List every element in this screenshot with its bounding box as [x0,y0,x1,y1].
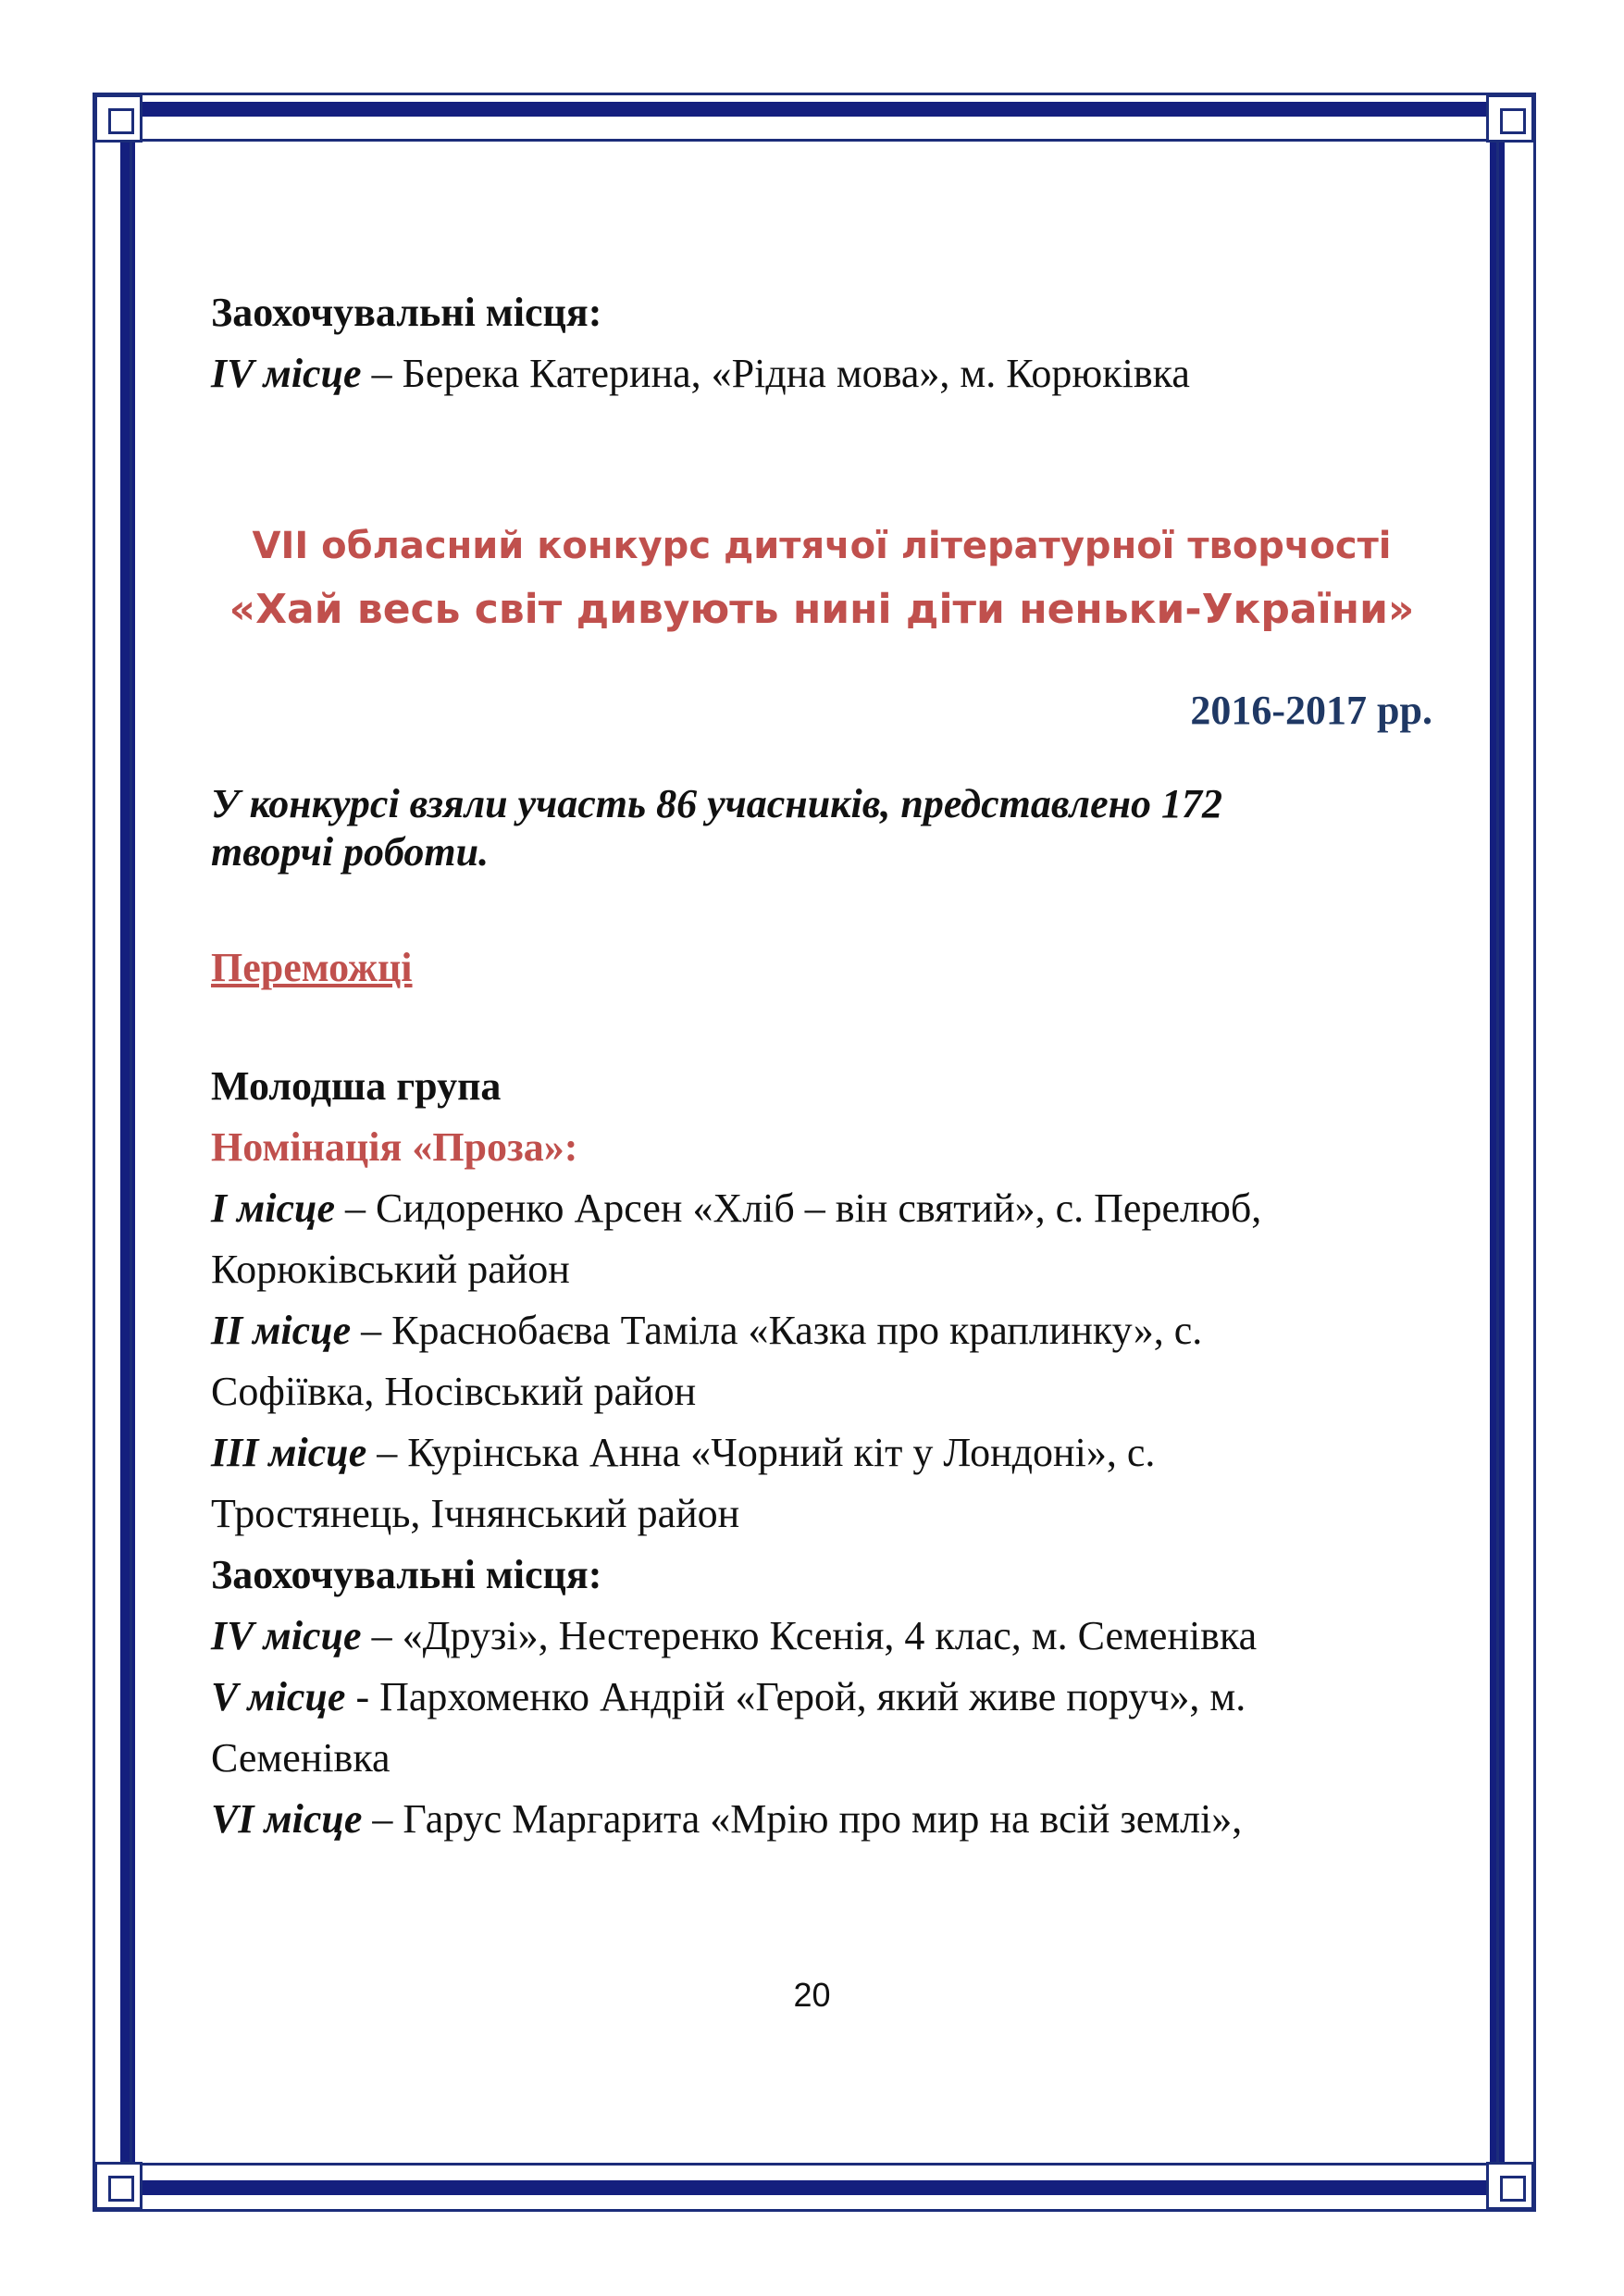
corner-ornament-top-right [1486,94,1534,143]
place-label: IV місце [211,351,362,396]
corner-ornament-bottom-left [94,2162,143,2210]
place-label: I місце [211,1185,336,1231]
participation-line1: У конкурсі взяли участь 86 учасників, представлено 172 [211,781,1223,826]
place-text: – Курінська Анна «Чорний кіт у Лондоні», с. [366,1430,1156,1475]
place-text: - Пархоменко Андрій «Герой, який живе поруч», м. [345,1674,1246,1719]
place-label: II місце [211,1308,352,1353]
place-iv [211,1606,1432,1667]
prev-encouraging-heading: Заохочувальні місця: [211,290,602,335]
place-iii-cont: Тростянець, Ічнянський район [211,1491,740,1536]
place-label: III місце [211,1430,367,1475]
place-v [211,1667,1432,1728]
place-text: – Сидоренко Арсен «Хліб – він святий», с. Перелюб, [335,1185,1262,1231]
place-text: – Гарус Маргарита «Мрію про мир на всій землі», [362,1796,1243,1842]
group-heading: Молодша група [211,1063,502,1109]
contest-title-line2: «Хай весь світ дивують нині діти неньки-України» [229,586,1415,633]
contest-title-line1: VII обласний конкурс дитячої літературної творчості [252,525,1392,567]
prev-place-iv [211,343,1432,404]
place-text: – «Друзі», Нестеренко Ксенія, 4 клас, м. Семенівка [361,1613,1258,1658]
contest-years: 2016-2017 рр. [1190,688,1432,733]
place-ii-cont: Софіївка, Носівський район [211,1369,697,1414]
winners-heading: Переможці [211,945,413,990]
place-label: IV місце [211,1613,362,1658]
place-v-cont: Семенівка [211,1735,391,1781]
corner-ornament-top-left [94,94,143,143]
corner-ornament-bottom-right [1486,2162,1534,2210]
place-text: – Краснобаєва Таміла «Казка про краплинку», с. [351,1308,1203,1353]
nomination-heading: Номінація «Проза»: [211,1124,578,1170]
place-vi [211,1789,1432,1850]
place-label: V місце [211,1674,346,1719]
place-i [211,1178,1432,1239]
page-content [211,282,1432,1850]
place-i-cont: Корюківський район [211,1247,570,1292]
participation-line2: творчі роботи. [211,829,490,875]
page-number: 20 [793,1976,831,2014]
place-iii [211,1422,1432,1483]
place-text: – Берека Катерина, «Рідна мова», м. Корюківка [361,351,1190,396]
place-label: VI місце [211,1796,363,1842]
encouraging-heading: Заохочувальні місця: [211,1552,602,1597]
place-ii [211,1300,1432,1361]
